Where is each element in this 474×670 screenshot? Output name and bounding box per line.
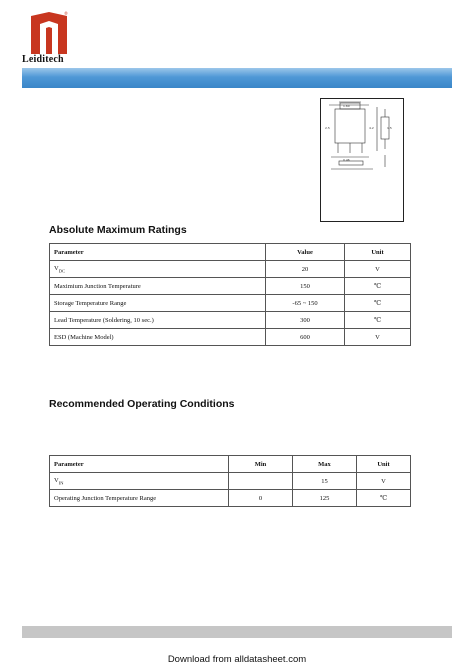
- brand-name: Leiditech: [22, 54, 64, 65]
- param-text: V: [54, 264, 59, 272]
- unit-cell: ℃: [345, 312, 411, 329]
- svg-text:0.46: 0.46: [343, 158, 350, 162]
- param-text: V: [54, 476, 59, 484]
- min-cell: [229, 473, 293, 490]
- table-row: [50, 278, 411, 295]
- value-cell: 20: [266, 261, 345, 278]
- table-row: [50, 329, 411, 346]
- param-subscript: IN: [58, 480, 64, 486]
- svg-text:1.60: 1.60: [343, 104, 350, 108]
- col-unit: Unit: [357, 456, 411, 473]
- unit-cell: ℃: [345, 278, 411, 295]
- svg-text:®: ®: [64, 11, 68, 16]
- col-min: Min: [229, 456, 293, 473]
- unit-cell: ℃: [345, 295, 411, 312]
- abs-max-table: [49, 243, 411, 346]
- max-cell: 125: [293, 490, 357, 507]
- download-link[interactable]: Download from alldatasheet.com: [167, 654, 307, 665]
- rec-op-table: [49, 455, 411, 507]
- svg-text:4.2: 4.2: [369, 126, 374, 130]
- footer-bar: [22, 626, 452, 638]
- svg-text:1.5: 1.5: [387, 126, 392, 130]
- table-header-row: [50, 244, 411, 261]
- abs-max-title: Absolute Maximum Ratings: [49, 224, 187, 236]
- param-cell: Operating Junction Temperature Range: [50, 490, 229, 507]
- col-max: Max: [293, 456, 357, 473]
- value-cell: 300: [266, 312, 345, 329]
- table-row: [50, 312, 411, 329]
- param-cell: Storage Temperature Range: [50, 295, 266, 312]
- svg-text:2.5: 2.5: [325, 126, 330, 130]
- col-unit: Unit: [345, 244, 411, 261]
- value-cell: 150: [266, 278, 345, 295]
- package-drawing: [320, 98, 404, 222]
- unit-cell: ℃: [357, 490, 411, 507]
- param-subscript: DC: [58, 268, 65, 274]
- table-row: [50, 490, 411, 507]
- unit-cell: V: [345, 261, 411, 278]
- table-row: [50, 473, 411, 490]
- table-header-row: [50, 456, 411, 473]
- min-cell: 0: [229, 490, 293, 507]
- param-cell: [50, 261, 266, 278]
- rec-op-title: Recommended Operating Conditions: [49, 398, 235, 410]
- table-row: [50, 261, 411, 278]
- col-parameter: Parameter: [50, 244, 266, 261]
- unit-cell: V: [357, 473, 411, 490]
- param-cell: ESD (Machine Model): [50, 329, 266, 346]
- table-row: [50, 295, 411, 312]
- max-cell: 15: [293, 473, 357, 490]
- value-cell: -65 ~ 150: [266, 295, 345, 312]
- param-cell: Maximium Junction Temperature: [50, 278, 266, 295]
- value-cell: 600: [266, 329, 345, 346]
- param-cell: Lead Temperature (Soldering, 10 sec.): [50, 312, 266, 329]
- header-bar: [22, 68, 452, 88]
- package-outline-icon: [321, 99, 405, 223]
- leiditech-logo-icon: [27, 10, 71, 56]
- col-value: Value: [266, 244, 345, 261]
- param-cell: [50, 473, 229, 490]
- unit-cell: V: [345, 329, 411, 346]
- col-parameter: Parameter: [50, 456, 229, 473]
